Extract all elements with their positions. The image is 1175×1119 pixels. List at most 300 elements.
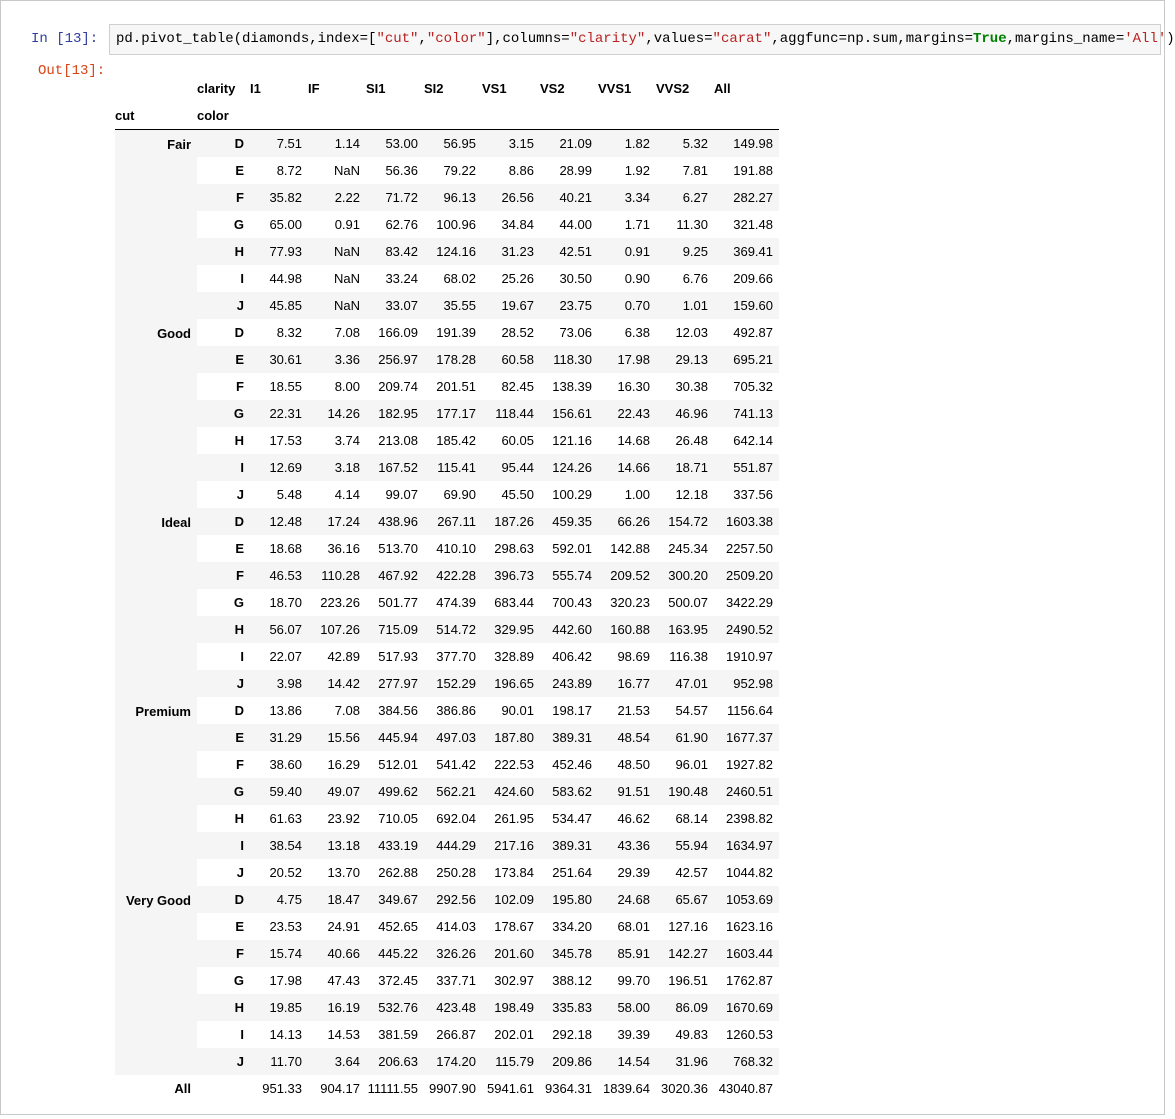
table-cell: 47.43 bbox=[327, 973, 360, 988]
table-cell: 414.03 bbox=[436, 919, 476, 934]
table-cell: 29.13 bbox=[656, 346, 714, 373]
table-cell: 31.96 bbox=[656, 1048, 714, 1075]
table-cell: 8.86 bbox=[508, 163, 534, 178]
table-cell: 372.45 bbox=[378, 973, 418, 988]
table-cell: 15.56 bbox=[308, 724, 366, 751]
table-cell: 2.22 bbox=[308, 184, 366, 211]
table-cell: 2460.51 bbox=[714, 778, 779, 805]
table-cell: 82.45 bbox=[501, 379, 534, 394]
color-label: I bbox=[197, 454, 250, 481]
header-blank bbox=[115, 75, 197, 102]
table-cell: 40.21 bbox=[540, 184, 598, 211]
table-cell: 198.49 bbox=[482, 994, 540, 1021]
table-cell: 60.58 bbox=[482, 346, 540, 373]
table-row bbox=[115, 157, 779, 184]
code-text: ,values= bbox=[645, 31, 713, 47]
table-cell: 91.51 bbox=[598, 778, 656, 805]
table-cell: 116.38 bbox=[669, 649, 708, 664]
color-label: J bbox=[236, 865, 244, 880]
table-cell: 6.76 bbox=[682, 271, 708, 286]
table-cell: 85.91 bbox=[598, 940, 656, 967]
table-row bbox=[115, 751, 779, 778]
color-label: I bbox=[197, 832, 250, 859]
table-cell: 1623.16 bbox=[726, 919, 773, 934]
table-cell: 459.35 bbox=[540, 508, 598, 535]
table-cell: 1260.53 bbox=[726, 1027, 773, 1042]
table-cell: 26.48 bbox=[675, 433, 708, 448]
table-row bbox=[115, 535, 779, 562]
table-cell: 42.51 bbox=[540, 238, 598, 265]
table-cell: 33.07 bbox=[366, 292, 424, 319]
pivot-table bbox=[115, 75, 779, 1102]
table-cell: 30.38 bbox=[675, 379, 708, 394]
table-cell: 1044.82 bbox=[726, 865, 773, 880]
table-cell: 14.26 bbox=[308, 400, 366, 427]
color-label: G bbox=[197, 778, 250, 805]
table-cell: 445.22 bbox=[366, 940, 424, 967]
header-row-columns bbox=[115, 75, 779, 102]
table-cell: 99.70 bbox=[617, 973, 650, 988]
table-cell: 410.10 bbox=[436, 541, 476, 556]
table-cell: 209.86 bbox=[540, 1048, 598, 1075]
table-cell: 424.60 bbox=[482, 778, 540, 805]
table-cell: 209.66 bbox=[733, 271, 773, 286]
table-cell: 45.85 bbox=[250, 292, 308, 319]
table-cell: 48.54 bbox=[598, 724, 656, 751]
table-cell: 28.52 bbox=[501, 325, 534, 340]
table-row bbox=[115, 373, 779, 400]
table-cell: 49.83 bbox=[675, 1027, 708, 1042]
table-cell: 1.00 bbox=[624, 487, 650, 502]
table-cell: 250.28 bbox=[436, 865, 476, 880]
table-cell: 642.14 bbox=[733, 433, 773, 448]
table-cell: 384.56 bbox=[378, 703, 418, 718]
table-cell: 17.98 bbox=[598, 346, 656, 373]
table-cell: 444.29 bbox=[424, 832, 482, 859]
color-label: I bbox=[240, 271, 244, 286]
table-cell: 592.01 bbox=[552, 541, 592, 556]
table-cell: 445.94 bbox=[366, 724, 424, 751]
table-cell: 149.98 bbox=[714, 130, 779, 158]
cut-label: Good bbox=[115, 319, 197, 508]
table-cell: 1.82 bbox=[598, 130, 656, 158]
table-cell: 11111.55 bbox=[367, 1081, 418, 1096]
color-label: J bbox=[197, 670, 250, 697]
color-label: G bbox=[233, 973, 244, 988]
table-cell: 31.29 bbox=[250, 724, 308, 751]
table-cell: 14.68 bbox=[617, 433, 650, 448]
table-cell: 710.05 bbox=[378, 811, 418, 826]
table-cell: 96.13 bbox=[424, 184, 482, 211]
color-label: H bbox=[197, 616, 250, 643]
total-row bbox=[115, 1075, 779, 1102]
column-header: VVS2 bbox=[656, 81, 690, 96]
code-string: "carat" bbox=[712, 31, 772, 47]
table-cell: 14.54 bbox=[598, 1048, 656, 1075]
table-cell: 388.12 bbox=[552, 973, 592, 988]
table-cell: 68.14 bbox=[675, 811, 708, 826]
table-cell: 337.56 bbox=[733, 487, 773, 502]
table-cell: 386.86 bbox=[436, 703, 476, 718]
table-cell: 23.53 bbox=[269, 919, 302, 934]
table-cell: 329.95 bbox=[482, 616, 540, 643]
table-cell: 1.01 bbox=[656, 292, 714, 319]
color-label: G bbox=[197, 400, 250, 427]
table-cell: 46.53 bbox=[250, 562, 308, 589]
table-cell: 206.63 bbox=[366, 1048, 424, 1075]
input-prompt: In [13]: bbox=[31, 31, 99, 47]
table-cell: 262.88 bbox=[378, 865, 418, 880]
table-cell: 15.74 bbox=[250, 940, 308, 967]
table-cell: 952.98 bbox=[714, 670, 779, 697]
color-label: I bbox=[240, 1027, 244, 1042]
table-cell: 245.34 bbox=[668, 541, 708, 556]
table-cell: 167.52 bbox=[366, 454, 424, 481]
table-cell: 0.70 bbox=[598, 292, 656, 319]
table-cell: 118.30 bbox=[540, 346, 598, 373]
table-cell: 12.18 bbox=[675, 487, 708, 502]
color-label: G bbox=[233, 217, 244, 232]
table-cell: 58.00 bbox=[598, 994, 656, 1021]
table-cell: 90.01 bbox=[501, 703, 534, 718]
table-cell: 337.71 bbox=[436, 973, 476, 988]
table-cell: 1.14 bbox=[308, 130, 366, 158]
table-cell: 24.91 bbox=[327, 919, 360, 934]
column-header: I1 bbox=[250, 81, 261, 96]
table-row bbox=[115, 616, 779, 643]
column-header: All bbox=[714, 81, 731, 96]
total-color-blank bbox=[197, 1075, 250, 1102]
table-cell: 3.15 bbox=[482, 130, 540, 158]
table-cell: 452.65 bbox=[378, 919, 418, 934]
color-label: J bbox=[197, 1048, 250, 1075]
table-cell: 19.67 bbox=[482, 292, 540, 319]
table-cell: 700.43 bbox=[552, 595, 592, 610]
table-cell: 3422.29 bbox=[726, 595, 773, 610]
color-label: F bbox=[197, 940, 250, 967]
table-cell: 423.48 bbox=[424, 994, 482, 1021]
table-cell: 177.17 bbox=[424, 400, 482, 427]
header-blank bbox=[308, 102, 366, 130]
table-cell: 56.07 bbox=[250, 616, 308, 643]
table-cell: 152.29 bbox=[424, 670, 482, 697]
table-cell: NaN bbox=[333, 271, 360, 286]
table-cell: 35.82 bbox=[250, 184, 308, 211]
table-cell: 422.28 bbox=[424, 562, 482, 589]
table-cell: 251.64 bbox=[552, 865, 592, 880]
table-cell: 43040.87 bbox=[718, 1081, 773, 1096]
table-cell: 45.50 bbox=[501, 487, 534, 502]
table-cell: 683.44 bbox=[494, 595, 534, 610]
table-cell: 54.57 bbox=[675, 703, 708, 718]
table-cell: 2509.20 bbox=[714, 562, 779, 589]
code-text: ) bbox=[1166, 31, 1175, 47]
table-cell: 267.11 bbox=[424, 508, 482, 535]
table-cell: 30.50 bbox=[559, 271, 592, 286]
table-cell: 23.75 bbox=[540, 292, 598, 319]
table-cell: 12.48 bbox=[250, 508, 308, 535]
table-cell: 36.16 bbox=[327, 541, 360, 556]
table-cell: 18.55 bbox=[269, 379, 302, 394]
table-cell: 1.92 bbox=[624, 163, 650, 178]
table-row bbox=[115, 589, 779, 616]
table-cell: 13.18 bbox=[308, 832, 366, 859]
table-cell: 40.66 bbox=[308, 940, 366, 967]
table-cell: 107.26 bbox=[308, 616, 366, 643]
table-cell: 173.84 bbox=[494, 865, 534, 880]
table-cell: 44.00 bbox=[559, 217, 592, 232]
table-cell: 534.47 bbox=[552, 811, 592, 826]
table-cell: 223.26 bbox=[320, 595, 360, 610]
color-label: F bbox=[236, 379, 244, 394]
table-cell: 7.08 bbox=[334, 325, 360, 340]
table-cell: 1839.64 bbox=[603, 1081, 650, 1096]
code-editor[interactable] bbox=[109, 24, 1175, 55]
table-cell: 62.76 bbox=[385, 217, 418, 232]
table-row bbox=[115, 265, 779, 292]
table-cell: 95.44 bbox=[482, 454, 540, 481]
table-cell: 38.60 bbox=[269, 757, 302, 772]
color-label: D bbox=[234, 325, 244, 340]
table-cell: 53.00 bbox=[366, 130, 424, 158]
table-cell: 904.17 bbox=[320, 1081, 360, 1096]
table-cell: 389.31 bbox=[540, 724, 598, 751]
code-string: "cut" bbox=[376, 31, 419, 47]
code-keyword: True bbox=[973, 31, 1007, 47]
color-label: D bbox=[234, 703, 244, 718]
table-cell: 178.28 bbox=[424, 346, 482, 373]
table-row bbox=[115, 724, 779, 751]
table-cell: 369.41 bbox=[714, 238, 779, 265]
table-cell: 6.27 bbox=[656, 184, 714, 211]
table-cell: 68.02 bbox=[443, 271, 476, 286]
table-cell: 65.00 bbox=[269, 217, 302, 232]
table-cell: 16.77 bbox=[598, 670, 656, 697]
header-blank bbox=[250, 102, 308, 130]
table-cell: 79.22 bbox=[443, 163, 476, 178]
table-cell: 715.09 bbox=[366, 616, 424, 643]
code-text: pd.pivot_table(diamonds,index=[ bbox=[116, 31, 377, 47]
table-cell: 196.51 bbox=[668, 973, 708, 988]
table-cell: 452.46 bbox=[552, 757, 592, 772]
table-cell: 110.28 bbox=[308, 562, 366, 589]
table-cell: 59.40 bbox=[250, 778, 308, 805]
table-row bbox=[115, 940, 779, 967]
table-cell: 2257.50 bbox=[726, 541, 773, 556]
table-cell: 42.89 bbox=[327, 649, 360, 664]
color-label: F bbox=[236, 757, 244, 772]
table-cell: 118.44 bbox=[482, 400, 540, 427]
table-cell: 100.29 bbox=[552, 487, 592, 502]
table-cell: 396.73 bbox=[482, 562, 540, 589]
table-cell: 19.85 bbox=[250, 994, 308, 1021]
table-cell: 198.17 bbox=[552, 703, 592, 718]
table-cell: 124.26 bbox=[540, 454, 598, 481]
table-cell: 1603.44 bbox=[714, 940, 779, 967]
table-cell: 499.62 bbox=[366, 778, 424, 805]
table-row bbox=[115, 859, 779, 886]
code-string: "color" bbox=[426, 31, 486, 47]
table-cell: 492.87 bbox=[733, 325, 773, 340]
table-cell: 512.01 bbox=[378, 757, 418, 772]
table-cell: 256.97 bbox=[366, 346, 424, 373]
table-cell: 741.13 bbox=[714, 400, 779, 427]
color-label: F bbox=[197, 562, 250, 589]
table-cell: 9364.31 bbox=[545, 1081, 592, 1096]
header-blank bbox=[598, 102, 656, 130]
table-cell: 96.01 bbox=[675, 757, 708, 772]
table-cell: 17.53 bbox=[269, 433, 302, 448]
table-cell: 282.27 bbox=[714, 184, 779, 211]
table-cell: 34.84 bbox=[501, 217, 534, 232]
table-cell: 501.77 bbox=[378, 595, 418, 610]
color-label: D bbox=[197, 130, 250, 158]
table-cell: 17.98 bbox=[269, 973, 302, 988]
table-cell: 328.89 bbox=[494, 649, 534, 664]
cut-label: Very Good bbox=[115, 886, 197, 1075]
table-row bbox=[115, 643, 779, 670]
code-text: , bbox=[418, 31, 427, 47]
table-cell: 18.47 bbox=[308, 886, 366, 913]
column-header: SI1 bbox=[366, 81, 386, 96]
table-cell: 326.26 bbox=[424, 940, 482, 967]
table-row bbox=[115, 427, 779, 454]
table-cell: 12.03 bbox=[675, 325, 708, 340]
header-row-index-names bbox=[115, 102, 779, 130]
table-cell: 22.07 bbox=[269, 649, 302, 664]
table-cell: 71.72 bbox=[366, 184, 424, 211]
table-cell: 335.83 bbox=[540, 994, 598, 1021]
table-cell: 3.36 bbox=[308, 346, 366, 373]
table-cell: 77.93 bbox=[250, 238, 308, 265]
table-cell: 56.95 bbox=[424, 130, 482, 158]
table-cell: 266.87 bbox=[436, 1027, 476, 1042]
table-row bbox=[115, 994, 779, 1021]
table-cell: 0.91 bbox=[334, 217, 360, 232]
column-header: VVS1 bbox=[598, 81, 632, 96]
table-cell: 60.05 bbox=[501, 433, 534, 448]
table-cell: 21.53 bbox=[617, 703, 650, 718]
table-cell: 196.65 bbox=[482, 670, 540, 697]
table-cell: 0.90 bbox=[624, 271, 650, 286]
table-cell: 154.72 bbox=[656, 508, 714, 535]
table-cell: 201.51 bbox=[436, 379, 476, 394]
table-cell: 1603.38 bbox=[714, 508, 779, 535]
table-cell: 73.06 bbox=[559, 325, 592, 340]
table-cell: 18.68 bbox=[269, 541, 302, 556]
table-cell: 1670.69 bbox=[714, 994, 779, 1021]
table-cell: 33.24 bbox=[385, 271, 418, 286]
table-cell: 98.69 bbox=[617, 649, 650, 664]
table-cell: 30.61 bbox=[250, 346, 308, 373]
table-cell: 4.75 bbox=[250, 886, 308, 913]
table-cell: 18.70 bbox=[269, 595, 302, 610]
table-cell: 16.19 bbox=[308, 994, 366, 1021]
table-cell: 174.20 bbox=[424, 1048, 482, 1075]
table-cell: 124.16 bbox=[424, 238, 482, 265]
color-label: F bbox=[197, 184, 250, 211]
table-cell: 22.43 bbox=[598, 400, 656, 427]
table-row bbox=[115, 913, 779, 940]
table-cell: 1762.87 bbox=[726, 973, 773, 988]
table-cell: 3020.36 bbox=[661, 1081, 708, 1096]
table-row bbox=[115, 778, 779, 805]
cut-label: Premium bbox=[115, 697, 197, 886]
color-label: G bbox=[233, 595, 244, 610]
code-text: ,aggfunc=np.sum,margins= bbox=[771, 31, 973, 47]
cut-label: Ideal bbox=[115, 508, 197, 697]
table-cell: 182.95 bbox=[366, 400, 424, 427]
table-cell: 321.48 bbox=[733, 217, 773, 232]
table-cell: 163.95 bbox=[656, 616, 714, 643]
table-row bbox=[115, 238, 779, 265]
table-cell: 18.71 bbox=[656, 454, 714, 481]
column-header: IF bbox=[308, 81, 320, 96]
table-cell: 4.14 bbox=[334, 487, 360, 502]
table-cell: 2490.52 bbox=[714, 616, 779, 643]
table-cell: 14.42 bbox=[308, 670, 366, 697]
code-text: ],columns= bbox=[485, 31, 570, 47]
table-cell: 14.13 bbox=[269, 1027, 302, 1042]
table-cell: 300.20 bbox=[656, 562, 714, 589]
table-cell: 42.57 bbox=[675, 865, 708, 880]
table-cell: 11.70 bbox=[250, 1048, 308, 1075]
table-cell: 29.39 bbox=[617, 865, 650, 880]
table-row bbox=[115, 319, 779, 346]
table-cell: 61.63 bbox=[269, 811, 302, 826]
table-cell: 14.53 bbox=[327, 1027, 360, 1042]
table-cell: 349.67 bbox=[366, 886, 424, 913]
table-cell: 1053.69 bbox=[714, 886, 779, 913]
table-cell: 191.39 bbox=[436, 325, 476, 340]
table-cell: 69.90 bbox=[443, 487, 476, 502]
table-cell: 222.53 bbox=[494, 757, 534, 772]
table-cell: 541.42 bbox=[436, 757, 476, 772]
table-row bbox=[115, 292, 779, 319]
table-cell: 381.59 bbox=[378, 1027, 418, 1042]
color-label: H bbox=[197, 994, 250, 1021]
table-cell: 209.74 bbox=[378, 379, 418, 394]
table-cell: 532.76 bbox=[366, 994, 424, 1021]
table-cell: 61.90 bbox=[656, 724, 714, 751]
header-blank bbox=[714, 102, 779, 130]
table-cell: 213.08 bbox=[378, 433, 418, 448]
code-string: "clarity" bbox=[569, 31, 646, 47]
table-cell: 21.09 bbox=[540, 130, 598, 158]
table-row bbox=[115, 670, 779, 697]
table-cell: 16.30 bbox=[617, 379, 650, 394]
code-text: ,margins_name= bbox=[1006, 31, 1125, 47]
table-cell: 261.95 bbox=[494, 811, 534, 826]
table-cell: 517.93 bbox=[378, 649, 418, 664]
table-cell: 201.60 bbox=[482, 940, 540, 967]
table-cell: 39.39 bbox=[617, 1027, 650, 1042]
table-cell: 474.39 bbox=[436, 595, 476, 610]
table-cell: 0.91 bbox=[598, 238, 656, 265]
table-cell: 99.07 bbox=[385, 487, 418, 502]
table-cell: 25.26 bbox=[501, 271, 534, 286]
table-cell: 292.18 bbox=[552, 1027, 592, 1042]
table-cell: 31.23 bbox=[482, 238, 540, 265]
table-cell: 467.92 bbox=[366, 562, 424, 589]
table-cell: 68.01 bbox=[617, 919, 650, 934]
table-cell: 209.52 bbox=[598, 562, 656, 589]
table-cell: 298.63 bbox=[494, 541, 534, 556]
table-cell: 768.32 bbox=[714, 1048, 779, 1075]
table-cell: 1156.64 bbox=[726, 703, 773, 718]
table-cell: 47.01 bbox=[656, 670, 714, 697]
table-cell: 138.39 bbox=[552, 379, 592, 394]
